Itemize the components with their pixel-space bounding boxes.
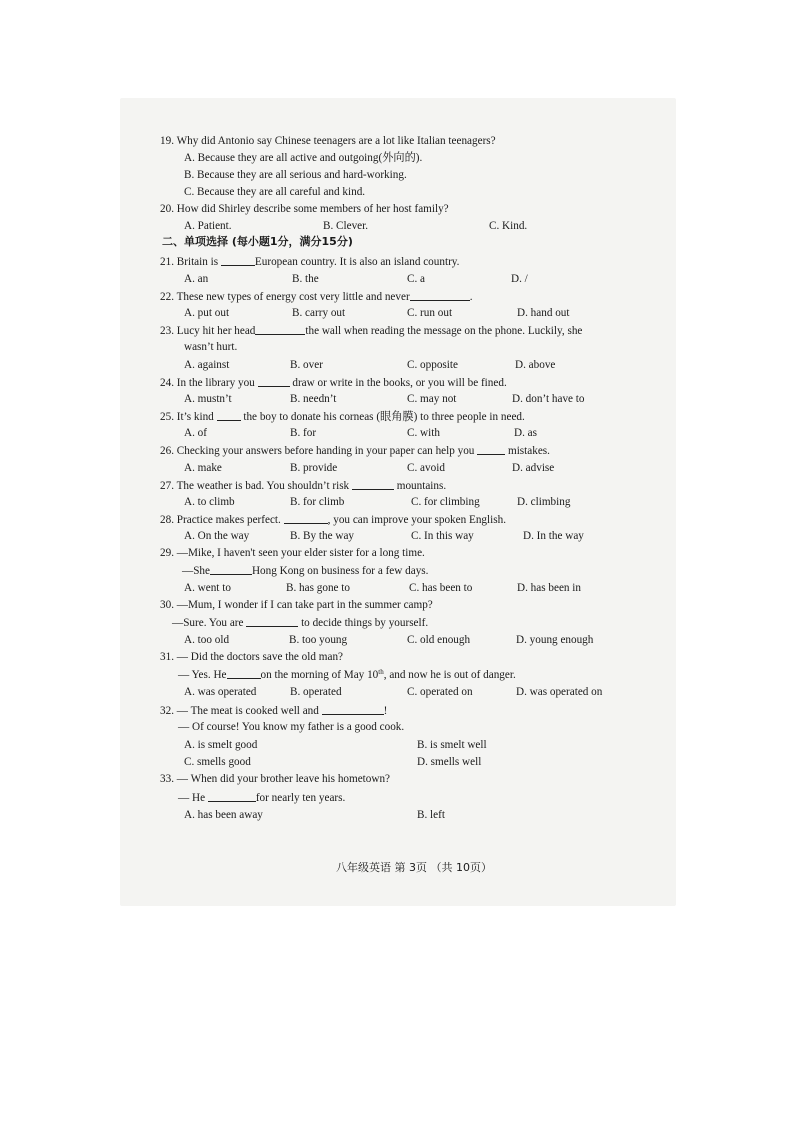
question-32-option-b: B. is smelt well bbox=[417, 739, 487, 751]
question-21-option-c: C. a bbox=[407, 273, 426, 285]
question-31-option-a: A. was operated bbox=[184, 686, 257, 698]
question-22-stem: 22. These new types of energy cost very little and never . bbox=[160, 291, 473, 303]
section-2-title: 二、单项选择 (每小题1分，满分15分) bbox=[162, 235, 353, 248]
answer-blank bbox=[246, 615, 298, 627]
question-31-option-c: C. operated on bbox=[407, 686, 473, 698]
question-30-stem: 30. —Mum, I wonder if I can take part in the summer camp? bbox=[160, 599, 433, 611]
question-31-option-b: B. operated bbox=[290, 686, 342, 698]
question-22-option-c: C. run out bbox=[407, 307, 453, 319]
question-22-option-b: B. carry out bbox=[292, 307, 346, 319]
question-24-option-c: C. may not bbox=[407, 393, 457, 405]
answer-blank bbox=[227, 667, 261, 679]
question-19-option-a: A. Because they are all active and outgoing(外向的). bbox=[184, 152, 423, 164]
question-32-option-a: A. is smelt good bbox=[184, 739, 258, 751]
answer-blank bbox=[410, 289, 470, 301]
question-26-option-d: D. advise bbox=[512, 462, 555, 474]
question-32-stem: 32. — The meat is cooked well and ! bbox=[160, 705, 388, 717]
question-27-stem: 27. The weather is bad. You shouldn’t risk mountains. bbox=[160, 480, 447, 492]
question-30-option-c: C. old enough bbox=[407, 634, 471, 646]
question-27-option-c: C. for climbing bbox=[411, 496, 480, 508]
question-31-response: — Yes. He on the morning of May 10th, and now he is out of danger. bbox=[178, 668, 516, 681]
question-23-option-b: B. over bbox=[290, 359, 323, 371]
answer-blank bbox=[477, 443, 505, 455]
question-28-option-a: A. On the way bbox=[184, 530, 250, 542]
answer-blank bbox=[322, 703, 384, 715]
question-19-option-c: C. Because they are all careful and kind. bbox=[184, 186, 366, 198]
question-33-option-a: A. has been away bbox=[184, 809, 263, 821]
question-19-option-b: B. Because they are all serious and hard-working. bbox=[184, 169, 407, 181]
question-26-option-c: C. avoid bbox=[407, 462, 445, 474]
question-21-option-a: A. an bbox=[184, 273, 209, 285]
question-30-option-b: B. too young bbox=[289, 634, 348, 646]
question-33-response: — He for nearly ten years. bbox=[178, 792, 346, 804]
question-21-option-b: B. the bbox=[292, 273, 319, 285]
question-29-option-c: C. has been to bbox=[409, 582, 473, 594]
question-24-option-d: D. don’t have to bbox=[512, 393, 585, 405]
question-20-option-c: C. Kind. bbox=[489, 220, 528, 232]
question-21-option-d: D. / bbox=[511, 273, 528, 285]
question-30-option-a: A. too old bbox=[184, 634, 230, 646]
question-30-option-d: D. young enough bbox=[516, 634, 594, 646]
question-32-option-c: C. smells good bbox=[184, 756, 251, 768]
question-29-option-a: A. went to bbox=[184, 582, 231, 594]
question-31-stem: 31. — Did the doctors save the old man? bbox=[160, 651, 343, 663]
question-19-stem: 19. Why did Antonio say Chinese teenagers are a lot like Italian teenagers? bbox=[160, 135, 496, 147]
question-20-stem: 20. How did Shirley describe some members of her host family? bbox=[160, 203, 449, 215]
answer-blank bbox=[284, 512, 328, 524]
question-27-option-b: B. for climb bbox=[290, 496, 345, 508]
question-26-stem: 26. Checking your answers before handing in your paper can help you mistakes. bbox=[160, 445, 550, 457]
question-33-option-b: B. left bbox=[417, 809, 445, 821]
answer-blank bbox=[255, 323, 305, 335]
question-32-response: — Of course! You know my father is a good cook. bbox=[178, 721, 405, 733]
question-21-stem: 21. Britain is European country. It is also an island country. bbox=[160, 256, 460, 268]
question-23-option-a: A. against bbox=[184, 359, 230, 371]
question-28-option-d: D. In the way bbox=[523, 530, 584, 542]
question-26-option-b: B. provide bbox=[290, 462, 338, 474]
question-32-option-d: D. smells well bbox=[417, 756, 482, 768]
question-25-option-b: B. for bbox=[290, 427, 317, 439]
question-28-stem: 28. Practice makes perfect. , you can improve your spoken English. bbox=[160, 514, 506, 526]
answer-blank bbox=[217, 409, 241, 421]
question-23-option-c: C. opposite bbox=[407, 359, 458, 371]
answer-blank bbox=[208, 790, 256, 802]
question-24-option-a: A. mustn’t bbox=[184, 393, 232, 405]
question-20-option-a: A. Patient. bbox=[184, 220, 232, 232]
question-28-option-b: B. By the way bbox=[290, 530, 355, 542]
answer-blank bbox=[258, 375, 290, 387]
question-26-option-a: A. make bbox=[184, 462, 222, 474]
question-23-option-d: D. above bbox=[515, 359, 556, 371]
question-22-option-d: D. hand out bbox=[517, 307, 570, 319]
question-29-response: —She Hong Kong on business for a few days. bbox=[182, 565, 429, 577]
question-25-stem: 25. It’s kind the boy to donate his corneas (眼角膜) to three people in need. bbox=[160, 411, 525, 423]
question-31-option-d: D. was operated on bbox=[516, 686, 603, 698]
page-footer: 八年级英语 第 3页 （共 10页） bbox=[336, 861, 492, 874]
question-20-option-b: B. Clever. bbox=[323, 220, 369, 232]
answer-blank bbox=[352, 478, 394, 490]
question-29-stem: 29. —Mike, I haven't seen your elder sister for a long time. bbox=[160, 547, 425, 559]
question-22-option-a: A. put out bbox=[184, 307, 230, 319]
question-25-option-c: C. with bbox=[407, 427, 440, 439]
question-33-stem: 33. — When did your brother leave his hometown? bbox=[160, 773, 391, 785]
question-23-stem-continued: wasn’t hurt. bbox=[184, 341, 238, 353]
question-27-option-d: D. climbing bbox=[517, 496, 571, 508]
question-28-option-c: C. In this way bbox=[411, 530, 474, 542]
answer-blank bbox=[221, 254, 255, 266]
question-25-option-a: A. of bbox=[184, 427, 207, 439]
question-23-stem: 23. Lucy hit her head the wall when reading the message on the phone. Luckily, she bbox=[160, 325, 583, 337]
question-24-option-b: B. needn’t bbox=[290, 393, 337, 405]
question-30-response: —Sure. You are to decide things by yourself. bbox=[172, 617, 429, 629]
question-27-option-a: A. to climb bbox=[184, 496, 235, 508]
answer-blank bbox=[210, 563, 252, 575]
question-25-option-d: D. as bbox=[514, 427, 537, 439]
question-24-stem: 24. In the library you draw or write in the books, or you will be fined. bbox=[160, 377, 507, 389]
question-29-option-d: D. has been in bbox=[517, 582, 582, 594]
question-29-option-b: B. has gone to bbox=[286, 582, 351, 594]
